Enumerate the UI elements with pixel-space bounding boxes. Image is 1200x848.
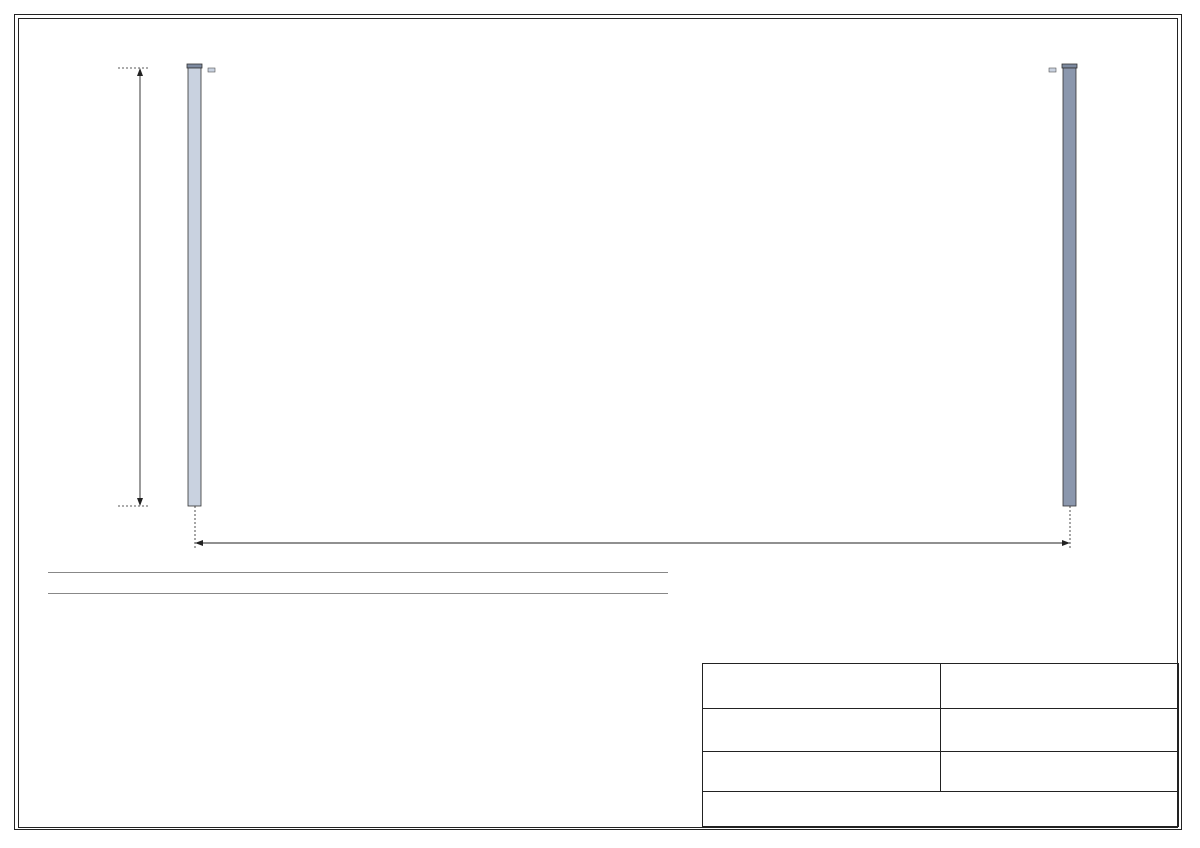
materials-specification — [48, 560, 668, 598]
title-block — [702, 663, 1179, 827]
spec-rows — [48, 573, 668, 579]
left-post — [187, 64, 202, 506]
title-block-rule — [703, 708, 1178, 709]
height-dimension — [118, 68, 148, 506]
title-block-divider — [940, 664, 941, 791]
title-block-rule — [703, 751, 1178, 752]
top-cap-left — [208, 68, 215, 72]
title-block-rule — [703, 791, 1178, 792]
spec-summary — [48, 593, 668, 598]
width-dimension — [195, 506, 1070, 548]
right-post — [1062, 64, 1077, 506]
top-cap-right — [1049, 68, 1056, 72]
